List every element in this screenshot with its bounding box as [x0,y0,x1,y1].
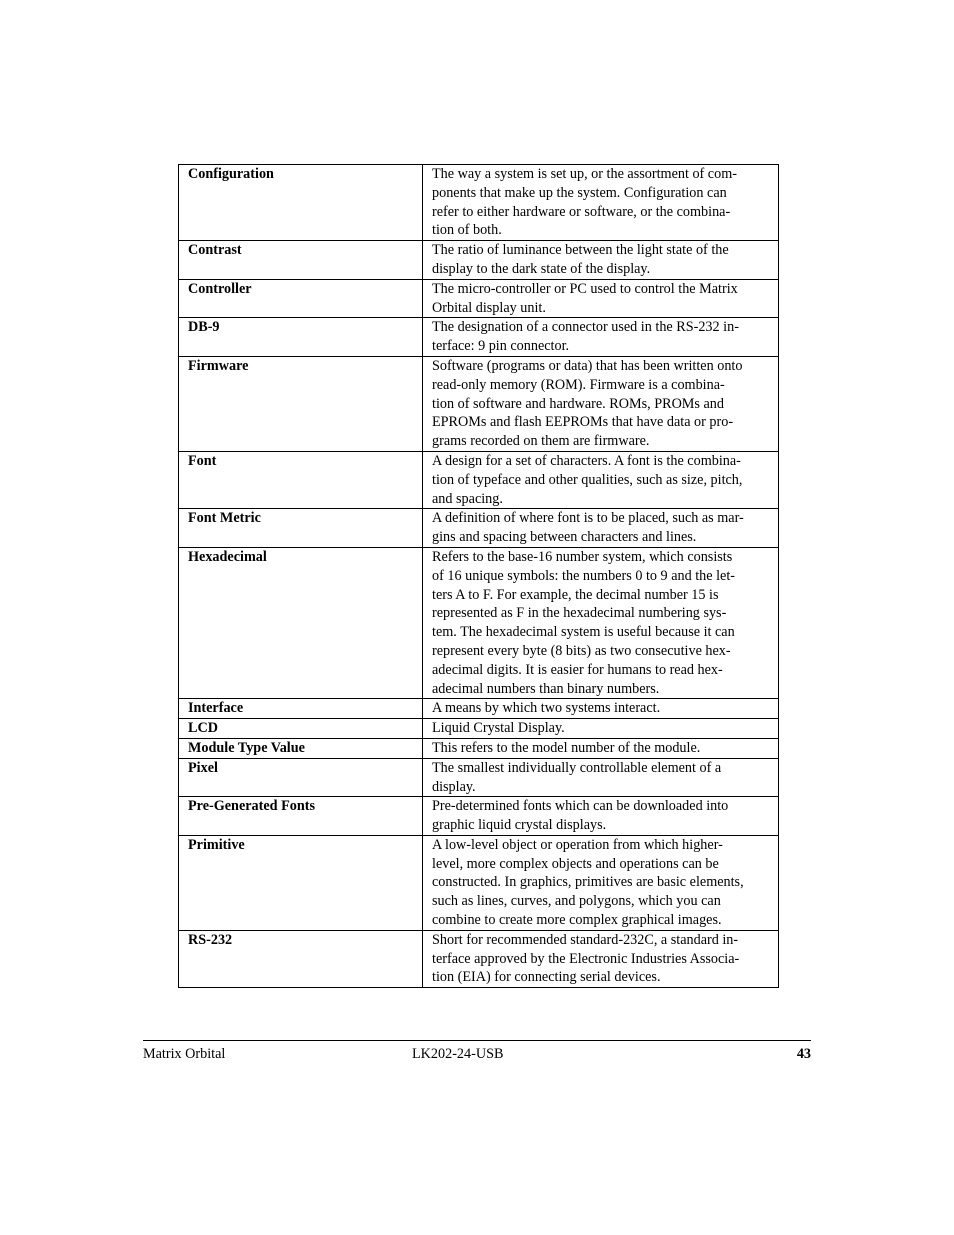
glossary-term: Interface [179,699,423,719]
glossary-row [179,930,779,987]
glossary-definition: Short for recommended standard-232C, a standard in- terface approved by the Electronic Industries Associa- tion (EIA) for connecting serial devices. [423,930,779,987]
glossary-row [179,356,779,451]
glossary-term: Font [179,451,423,508]
glossary-term: DB-9 [179,318,423,357]
glossary-row [179,699,779,719]
glossary-row [179,165,779,241]
glossary-definition: Liquid Crystal Display. [423,719,779,739]
glossary-term: Pixel [179,758,423,797]
glossary-definition: This refers to the model number of the module. [423,738,779,758]
glossary-row [179,758,779,797]
glossary-definition: A definition of where font is to be placed, such as mar- gins and spacing between characters and lines. [423,509,779,548]
glossary-row [179,797,779,836]
glossary-term: Font Metric [179,509,423,548]
glossary-term: Pre-Generated Fonts [179,797,423,836]
glossary-definition: A low-level object or operation from which higher- level, more complex objects and operations can be constructed. In graphics, primitives are basic elements, such as lines, curves, and polygons, which you can combine to create more complex graphical images. [423,835,779,930]
glossary-row [179,451,779,508]
glossary-table [178,164,779,988]
glossary-definition: The smallest individually controllable element of a display. [423,758,779,797]
glossary-row [179,318,779,357]
glossary-definition: Pre-determined fonts which can be downloaded into graphic liquid crystal displays. [423,797,779,836]
glossary-term: LCD [179,719,423,739]
glossary-definition: A means by which two systems interact. [423,699,779,719]
glossary-row [179,241,779,280]
footer-company: Matrix Orbital [143,1046,226,1062]
glossary-body [179,165,779,988]
glossary-term: Configuration [179,165,423,241]
glossary-term: Firmware [179,356,423,451]
glossary-term: Hexadecimal [179,547,423,698]
glossary-definition: The micro-controller or PC used to control the Matrix Orbital display unit. [423,279,779,318]
glossary-term: Primitive [179,835,423,930]
glossary-row [179,719,779,739]
glossary-definition: The way a system is set up, or the assortment of com- ponents that make up the system. Configuration can refer to either hardware or software, or the combina- tion of both. [423,165,779,241]
glossary-definition: The designation of a connector used in the RS-232 in- terface: 9 pin connector. [423,318,779,357]
glossary-term: Contrast [179,241,423,280]
glossary-row [179,738,779,758]
glossary-definition: Refers to the base-16 number system, which consists of 16 unique symbols: the numbers 0 to 9 and the let- ters A to F. For example, the decimal number 15 is represented as F in the hexadecimal numbering sys- tem. The hexadecimal system is useful because it can represent every byte (8 bits) as two consecutive hex- adecimal digits. It is easier for humans to read hex- adecimal numbers than binary numbers. [423,547,779,698]
glossary-definition: Software (programs or data) that has been written onto read-only memory (ROM). Firmware is a combina- tion of software and hardware. ROMs, PROMs and EPROMs and flash EEPROMs that have data or pro- grams recorded on them are firmware. [423,356,779,451]
glossary-definition: The ratio of luminance between the light state of the display to the dark state of the display. [423,241,779,280]
glossary-row [179,509,779,548]
page-number: 43 [796,1046,811,1062]
glossary-definition: A design for a set of characters. A font is the combina- tion of typeface and other qualities, such as size, pitch, and spacing. [423,451,779,508]
glossary-row [179,835,779,930]
footer-divider [143,1040,811,1041]
glossary-term: Module Type Value [179,738,423,758]
glossary-row [179,279,779,318]
glossary-term: Controller [179,279,423,318]
footer-product: LK202-24-USB [412,1046,504,1062]
glossary-term: RS-232 [179,930,423,987]
glossary-row [179,547,779,698]
